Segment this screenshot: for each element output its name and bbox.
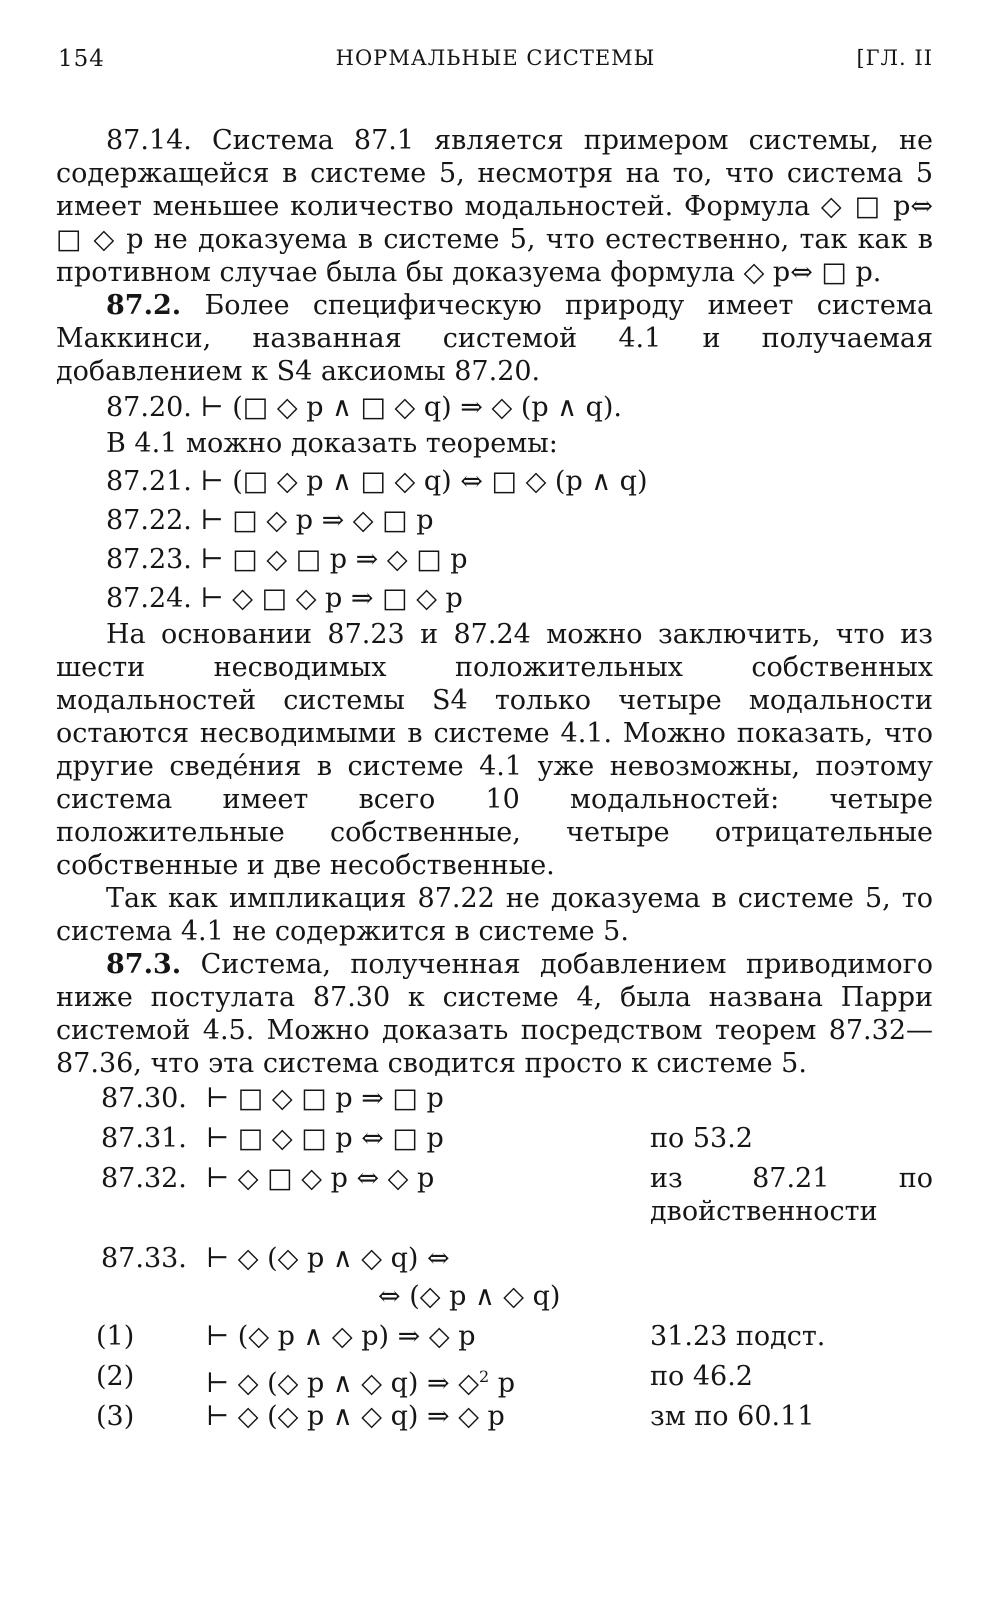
paragraph-87-14: 87.14. Система 87.1 является примером системы, не содержащейся в системе 5, несмотря на то, что система 5 имеет меньшее количество модальностей. Формула ◇ □ p⇔ □ ◇ p не доказуема в системе 5, что естественно, так как в противном случае была бы доказуема формула ◇ p⇔ □ p. <box>56 125 933 288</box>
theorem-expression: ⊢ ◇ □ ◇ p ⇔ ◇ p <box>206 1163 435 1194</box>
step-comment: зм по 60.11 <box>650 1401 815 1432</box>
section-number: 87.2. <box>106 290 182 321</box>
theorem-list <box>56 1082 933 1440</box>
power-superscript: 2 <box>478 1367 490 1386</box>
step-comment: 31.23 подст. <box>650 1321 826 1352</box>
theorem-expression: ⊢ □ ◇ □ p ⇔ □ p <box>206 1123 444 1154</box>
theorem-label: 87.32. <box>101 1163 187 1194</box>
theorem-comment: по 53.2 <box>650 1123 753 1154</box>
running-title: НОРМАЛЬНЫЕ СИСТЕМЫ <box>335 46 656 70</box>
theorem-row <box>56 1162 933 1242</box>
step-expression-main: ⊢ ◇ (◇ p ∧ ◇ q) ⇒ ◇ <box>206 1368 479 1399</box>
formula-87-24: 87.24. ⊢ ◇ □ ◇ p ⇒ □ ◇ p <box>106 583 463 614</box>
paragraph-87-2 <box>56 289 933 388</box>
theorem-expression: ⊢ ◇ (◇ p ∧ ◇ q) ⇔ <box>206 1243 450 1274</box>
theorem-label: 87.30. <box>101 1083 187 1114</box>
theorem-label: 87.31. <box>101 1123 187 1154</box>
page-number: 154 <box>58 46 105 72</box>
paragraph-theorems-intro: В 4.1 можно доказать теоремы: <box>106 428 558 459</box>
paragraph-text: Более специфическую природу имеет система Маккинси, названная системой 4.1 и получаемая добавлением к S4 аксиомы 87.20. <box>56 290 933 387</box>
proof-step <box>56 1360 933 1400</box>
step-comment: по 46.2 <box>650 1361 753 1392</box>
paragraph-conclusion: На основании 87.23 и 87.24 можно заключить, что из шести несводимых положительных собственных модальностей системы S4 только четыре модальности остаются несводимыми в системе 4.1. Можно показать, что другие сведéния в системе 4.1 уже невозможны, поэтому система имеет всего 10 модальностей: четыре положительные собственные, четыре отрицательные собственные и две несобственные. <box>56 619 933 881</box>
theorem-row <box>56 1242 933 1320</box>
page-header <box>58 46 933 82</box>
paragraph-87-3 <box>56 948 933 1080</box>
theorem-row <box>56 1122 933 1162</box>
formula-87-23: 87.23. ⊢ □ ◇ □ p ⇒ ◇ □ p <box>106 544 468 575</box>
theorem-label: 87.33. <box>101 1243 187 1274</box>
step-expression-tail: p <box>489 1368 516 1399</box>
proof-step <box>56 1320 933 1360</box>
step-expression <box>206 1360 515 1400</box>
theorem-comment: из 87.21 по двойственности <box>650 1163 933 1227</box>
proof-step <box>56 1400 933 1440</box>
step-label: (2) <box>96 1361 135 1392</box>
chapter-marker: [ГЛ. II <box>856 46 933 70</box>
paragraph-text: Система, полученная добавлением приводимого ниже постулата 87.30 к системе 4, была названа Парри системой 4.5. Можно доказать посредством теорем 87.32—87.36, что эта система сводится просто к системе 5. <box>56 949 933 1079</box>
step-expression: ⊢ ◇ (◇ p ∧ ◇ q) ⇒ ◇ p <box>206 1401 505 1432</box>
paragraph-implication: Так как импликация 87.22 не доказуема в системе 5, то система 4.1 не содержится в системе 5. <box>56 883 933 947</box>
theorem-row <box>56 1082 933 1122</box>
formula-87-21: 87.21. ⊢ (□ ◇ p ∧ □ ◇ q) ⇔ □ ◇ (p ∧ q) <box>106 466 648 497</box>
step-label: (3) <box>96 1401 135 1432</box>
section-number: 87.3. <box>106 949 182 980</box>
theorem-expression: ⊢ □ ◇ □ p ⇒ □ p <box>206 1083 444 1114</box>
step-label: (1) <box>96 1321 135 1352</box>
theorem-expression-continuation: ⇔ (◇ p ∧ ◇ q) <box>378 1281 561 1312</box>
formula-87-20: 87.20. ⊢ (□ ◇ p ∧ □ ◇ q) ⇒ ◇ (p ∧ q). <box>106 392 622 423</box>
page-body <box>56 124 933 1440</box>
step-expression: ⊢ (◇ p ∧ ◇ p) ⇒ ◇ p <box>206 1321 476 1352</box>
formula-87-22: 87.22. ⊢ □ ◇ p ⇒ ◇ □ p <box>106 505 434 536</box>
